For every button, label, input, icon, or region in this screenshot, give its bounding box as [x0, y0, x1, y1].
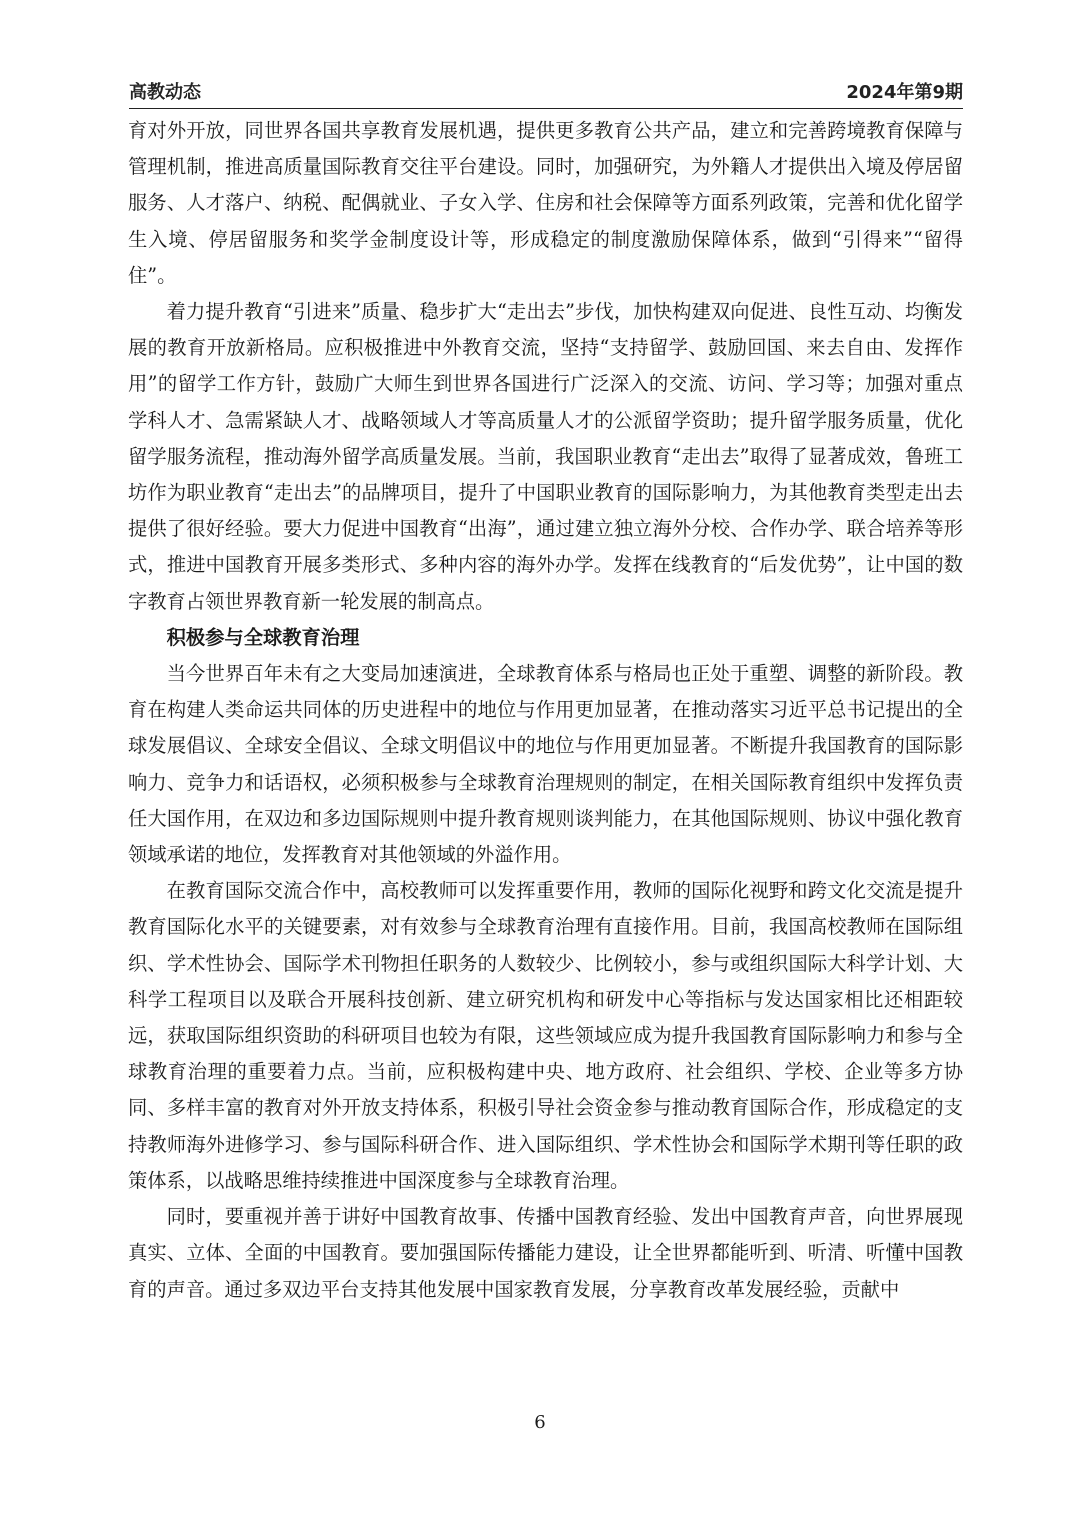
paragraph: 在教育国际交流合作中，高校教师可以发挥重要作用，教师的国际化视野和跨文化交流是提升教育国际化水平的关键要素，对有效参与全球教育治理有直接作用。目前，我国高校教师在国际组织、学术性协会、国际学术刊物担任职务的人数较少、比例较小，参与或组织国际大科学计划、大科学工程项目以及联合开展科技创新、建立研究机构和研发中心等指标与发达国家相比还相距较远，获取国际组织资助的科研项目也较为有限，这些领域应成为提升我国教育国际影响力和参与全球教育治理的重要着力点。当前，应积极构建中央、地方政府、社会组织、学校、企业等多方协同、多样丰富的教育对外开放支持体系，积极引导社会资金参与推动教育国际合作，形成稳定的支持教师海外进修学习、参与国际科研合作、进入国际组织、学术性协会和国际学术期刊等任职的政策体系，以战略思维持续推进中国深度参与全球教育治理。 [128, 879, 963, 1192]
article-body [128, 113, 963, 1308]
journal-name: 高教动态 [129, 82, 201, 103]
paragraph: 着力提升教育“引进来”质量、稳步扩大“走出去”步伐，加快构建双向促进、良性互动、均衡发展的教育开放新格局。应积极推进中外教育交流，坚持“支持留学、鼓励回国、来去自由、发挥作用”的留学工作方针，鼓励广大师生到世界各国进行广泛深入的交流、访问、学习等；加强对重点学科人才、急需紧缺人才、战略领域人才等高质量人才的公派留学资助；提升留学服务质量，优化留学服务流程，推动海外留学高质量发展。当前，我国职业教育“走出去”取得了显著成效，鲁班工坊作为职业教育“走出去”的品牌项目，提升了中国职业教育的国际影响力，为其他教育类型走出去提供了很好经验。要大力促进中国教育“出海”，通过建立独立海外分校、合作办学、联合培养等形式，推进中国教育开展多类形式、多种内容的海外办学。发挥在线教育的“后发优势”，让中国的数字教育占领世界教育新一轮发展的制高点。 [128, 300, 963, 613]
section-heading: 积极参与全球教育治理 [166, 625, 360, 649]
paragraph: 同时，要重视并善于讲好中国教育故事、传播中国教育经验、发出中国教育声音，向世界展现真实、立体、全面的中国教育。要加强国际传播能力建设，让全世界都能听到、听清、听懂中国教育的声音。通过多双边平台支持其他发展中国家教育发展，分享教育改革发展经验，贡献中 [128, 1205, 963, 1301]
paragraph-continued: 育对外开放，同世界各国共享教育发展机遇，提供更多教育公共产品，建立和完善跨境教育保障与管理机制，推进高质量国际教育交往平台建设。同时，加强研究，为外籍人才提供出入境及停居留服务、人才落户、纳税、配偶就业、子女入学、住房和社会保障等方面系列政策，完善和优化留学生入境、停居留服务和奖学金制度设计等，形成稳定的制度激励保障体系，做到“引得来”“留得住”。 [128, 119, 963, 287]
paragraph: 当今世界百年未有之大变局加速演进，全球教育体系与格局也正处于重塑、调整的新阶段。教育在构建人类命运共同体的历史进程中的地位与作用更加显著，在推动落实习近平总书记提出的全球发展倡议、全球安全倡议、全球文明倡议中的地位与作用更加显著。不断提升我国教育的国际影响力、竞争力和话语权，必须积极参与全球教育治理规则的制定，在相关国际教育组织中发挥负责任大国作用，在双边和多边国际规则中提升教育规则谈判能力，在其他国际规则、协议中强化教育领域承诺的地位，发挥教育对其他领域的外溢作用。 [128, 662, 963, 867]
page-number: 6 [534, 1412, 546, 1433]
issue-label: 2024年第9期 [846, 82, 963, 103]
page-header [129, 76, 963, 109]
